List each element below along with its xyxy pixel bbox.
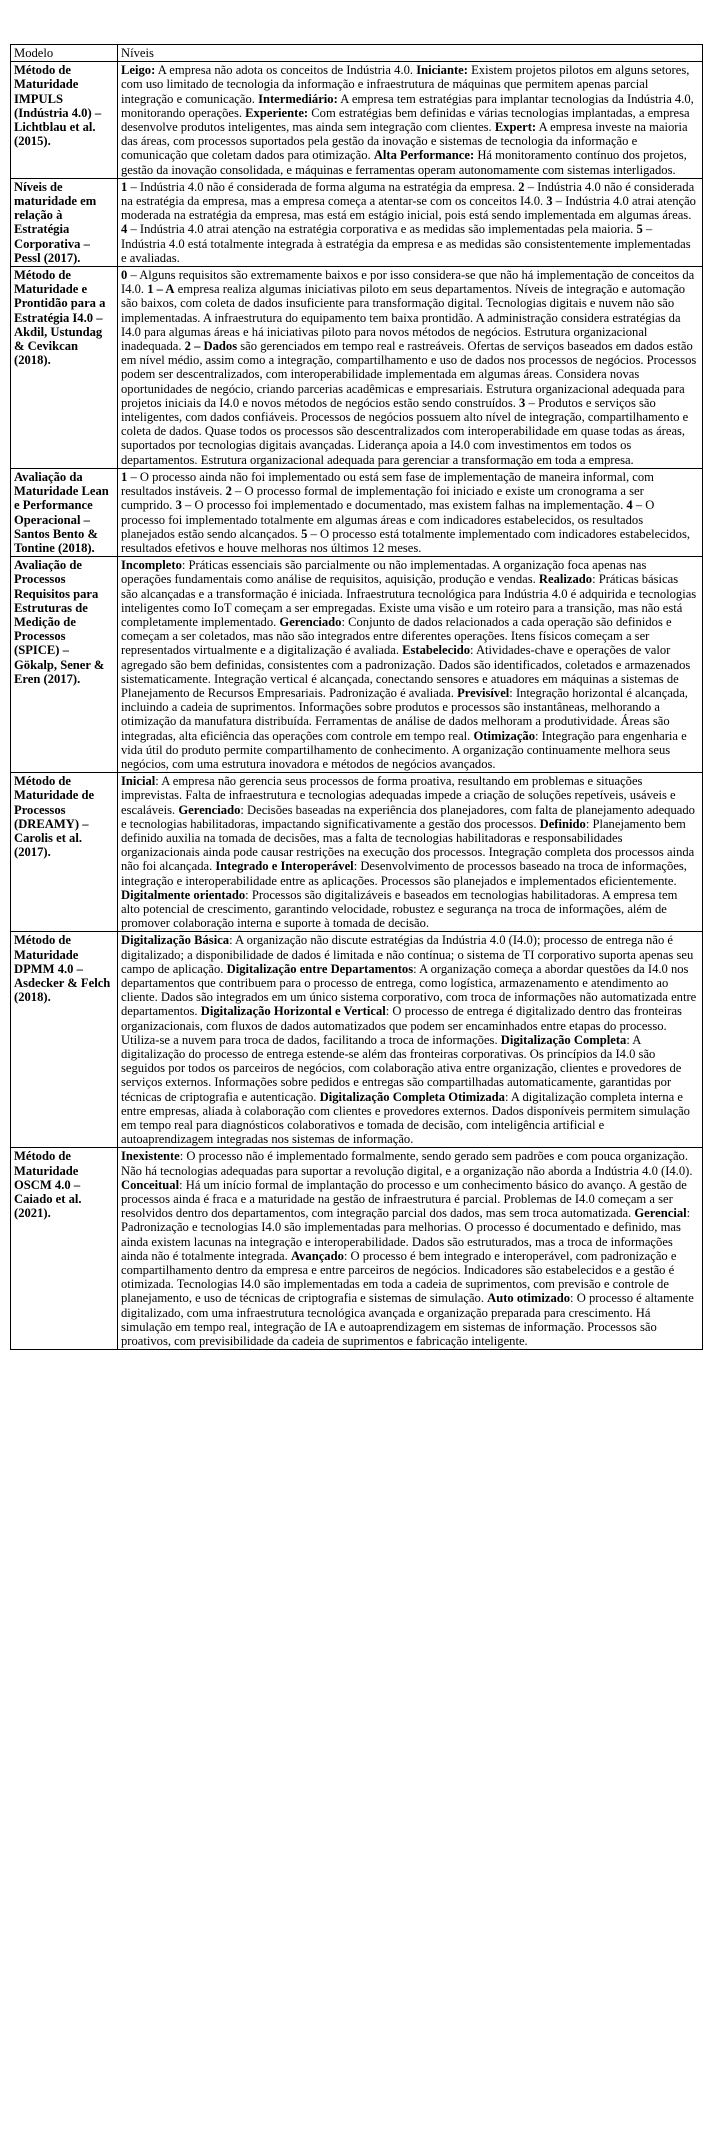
level-term: Inicial xyxy=(121,774,156,789)
model-name-cell: Níveis de maturidade em relação à Estratégia Corporativa – Pessl (2017). xyxy=(11,178,118,266)
table-row xyxy=(11,62,703,179)
level-text: : Processos são digitalizáveis e baseados em tecnologias habilitadoras. A empresa tem alto potencial de crescimento, garantindo velocidade, robustez e segurança na troca de informações, além de promover colaboração interna e suporte à tomada de decisão. xyxy=(121,887,678,931)
level-term: 2 – Dados xyxy=(184,339,238,354)
level-text: – Alguns requisitos são extremamente baixos e por isso considera-se que não há implementação de conceitos da I4.0. xyxy=(121,268,695,297)
level-term: Inexistente xyxy=(121,1149,180,1164)
level-text: – Indústria 4.0 atrai atenção na estratégia corporativa e as medidas são implementadas pela maioria. xyxy=(127,222,637,237)
table-row xyxy=(11,773,703,932)
level-term: Gerenciado xyxy=(178,802,241,817)
level-text: : Decisões baseadas na experiência dos planejadores, com falta de planejamento adequado e tecnologias habilitadoras, impactando significativamente a gestão dos processos. xyxy=(121,802,695,831)
model-name-cell: Método de Maturidade de Processos (DREAMY) – Carolis et al. (2017). xyxy=(11,773,118,932)
level-text: : O processo de entrega é digitalizado dentro das fronteiras organizacionais, com fluxos de dados automatizados que podem ser encaminhados entre etapas do processo. Utiliza-se a nuvem para troca de dados, facilitando a troca de informações. xyxy=(121,1004,682,1047)
level-term: Conceitual xyxy=(121,1177,180,1192)
level-term: 0 xyxy=(121,268,128,283)
model-name-cell: Avaliação da Maturidade Lean e Performance Operacional – Santos Bento & Tontine (2018). xyxy=(11,468,118,556)
level-term: 2 xyxy=(518,179,525,194)
level-term: Gerenciado xyxy=(279,614,342,629)
model-name-cell: Avaliação de Processos Requisitos para Estruturas de Medição de Processos (SPICE) – Gökalp, Sener & Eren (2017). xyxy=(11,557,118,773)
level-text: A empresa tem estratégias para implantar tecnologias da Indústria 4.0, monitorando operações. xyxy=(121,91,694,120)
level-term: 1 – A xyxy=(147,282,175,297)
table-row xyxy=(11,267,703,469)
level-text: – O processo ainda não foi implementado ou está sem fase de implementação de maneira informal, com resultados instáveis. xyxy=(121,469,654,499)
level-term: Digitalmente orientado xyxy=(121,887,246,902)
model-name-cell: Método de Maturidade e Prontidão para a Estratégia I4.0 – Akdil, Ustundag & Cevikcan (2018). xyxy=(11,267,118,469)
level-term: Digitalização Completa Otimizada xyxy=(319,1089,505,1104)
level-term: Integrado e Interoperável xyxy=(215,859,354,874)
level-text: : Padronização e tecnologias I4.0 são implementadas para melhorias. O processo é documentado e definido, mas ainda existem lacunas na integração e interoperabilidade. Dados são estruturados, mas a troca de informações ainda não é totalmente integrada. xyxy=(121,1206,691,1263)
level-term: Leigo: xyxy=(121,63,156,78)
level-term: 1 xyxy=(121,179,128,194)
model-name-cell: Método de Maturidade IMPULS (Indústria 4.0) – Lichtblau et al. (2015). xyxy=(11,62,118,179)
levels-description-cell xyxy=(118,932,703,1148)
table-row xyxy=(11,468,703,556)
level-text: empresa realiza algumas iniciativas piloto em seus departamentos. Níveis de integração e automação são baixos, com coleta de dados insuficiente para transformação digital. Tecnologias digitais e nuvem não são implementadas. A infraestrutura do equipamento tem baixa prontidão. A administração considera estratégias da I4.0 para algumas áreas e há iniciativas piloto para novos métodos de negócios. Estrutura organizacional inadequada. xyxy=(121,282,686,354)
table-row xyxy=(11,178,703,266)
header-model: Modelo xyxy=(11,45,118,62)
level-term: 2 xyxy=(225,484,232,499)
level-text: – Indústria 4.0 atrai atenção moderada na estratégia da empresa, mas está em estágio inicial, pois está sendo implementada em algumas áreas. xyxy=(121,194,696,223)
level-term: 4 xyxy=(121,222,128,237)
level-term: 4 xyxy=(626,498,633,513)
levels-description-cell xyxy=(118,557,703,773)
level-term: 3 xyxy=(546,194,553,209)
level-text: : O processo é bem integrado e interoperável, com padronização e compartilhamento dentro da empresa e entre parceiros de negócios. Indicadores são estabelecidos e a gestão é otimizada. Tecnologias I4.0 são implementadas em toda a cadeia de suprimentos, com previsão e controle de planejamento, e uso de técnicas de criptografia e sistemas de simulação. xyxy=(121,1248,677,1306)
level-term: Digitalização Horizontal e Vertical xyxy=(200,1004,386,1019)
model-name-cell: Método de Maturidade DPMM 4.0 – Asdecker & Felch (2018). xyxy=(11,932,118,1148)
level-text: – Indústria 4.0 está totalmente integrada à estratégia da empresa e as medidas são consistentemente implementadas e avaliadas. xyxy=(121,222,691,265)
levels-description-cell xyxy=(118,773,703,932)
level-text: – O processo está totalmente implementado com indicadores estabelecidos, resultados efetivos e houve melhoras nos últimos 12 meses. xyxy=(121,526,690,555)
level-text: : Conjunto de dados relacionados a cada operação são definidos e começam a ser coletados, mas não são integrados entre diferentes operações. Itens físicos começam a ser representados virtualmente e a digitalização é avaliada. xyxy=(121,614,672,658)
level-term: Digitalização Completa xyxy=(500,1032,627,1047)
level-text: Há monitoramento contínuo dos projetos, gestão da inovação consolidada, e máquinas e ferramentas operam autonomamente com sistemas interligados. xyxy=(121,148,687,177)
table-body xyxy=(11,62,703,1350)
level-text: – O processo foi implementado e documentado, mas existem falhas na implementação. xyxy=(181,498,627,513)
level-term: Estabelecido xyxy=(402,643,470,658)
level-text: : Planejamento bem definido auxilia na tomada de decisões, mas a falta de tecnologias habilitadoras e responsabilidades organizacionais ainda pode causar restrições na execução dos processos. Integração completa dos processos ainda não foi alcançada. xyxy=(121,816,695,874)
maturity-models-table xyxy=(10,44,703,1350)
model-name-cell: Método de Maturidade OSCM 4.0 – Caiado et al. (2021). xyxy=(11,1148,118,1350)
levels-description-cell xyxy=(118,178,703,266)
level-term: Previsível xyxy=(457,685,510,700)
header-levels: Níveis xyxy=(118,45,703,62)
level-text: A empresa investe na maioria das áreas, com processos suportados pela gestão da inovação e sistemas de tecnologia da informação e comunicação que coletam dados para otimização. xyxy=(121,120,688,163)
levels-description-cell xyxy=(118,62,703,179)
level-text: – Produtos e serviços são inteligentes, com dados confiáveis. Processos de negócios possuem alto nível de integração, compartilhamento e coleta de dados. Quase todos os processos são descentralizados com interoperabilidade em quase todas as áreas, suportados por tecnologias digitais avançadas. Liderança apoia a I4.0 com investimentos em todos os departamentos. Estrutura organizacional adequada para gerenciar a transformação em toda a empresa. xyxy=(121,395,689,467)
level-text: : Há um início formal de implantação do processo e um conhecimento básico do avanço. A gestão de processos ainda é fraca e a maturidade na gestão de infraestrutura é parcial. Problemas de I4.0 começam a ser resolvidos dentro dos departamentos, com integração parcial dos dados, mas sem troca automatizada. xyxy=(121,1177,687,1221)
level-term: Otimização xyxy=(473,728,536,743)
level-term: Iniciante: xyxy=(416,63,468,78)
levels-description-cell xyxy=(118,468,703,556)
level-text: : A empresa não gerencia seus processos de forma proativa, resultando em problemas e situações imprevistas. Falta de infraestrutura e tecnologias adequadas impede a criação de soluções repetíveis, usáveis e escaláveis. xyxy=(121,774,676,817)
level-term: Expert: xyxy=(494,120,537,135)
table-row xyxy=(11,932,703,1148)
level-text: : O processo não é implementado formalmente, sendo gerado sem padrões e com pouca organização. Não há tecnologias adequadas para suportar a revolução digital, e a organização não aborda a Indústria 4.0 (I4.0). xyxy=(121,1149,693,1178)
level-text: : A digitalização completa interna e entre empresas, aliada à colaboração com clientes e provedores externos. Dados disponíveis permitem simulação em tempo real para diagnósticos colaborativos e tomada de decisão, com inteligência artificial e autoaprendizagem integradas nos sistemas de informação. xyxy=(121,1089,690,1147)
level-term: Definido xyxy=(539,816,586,831)
level-term: Alta Performance: xyxy=(373,148,475,163)
table-row xyxy=(11,557,703,773)
level-term: 5 xyxy=(636,222,643,237)
level-text: Com estratégias bem definidas e várias tecnologias implantadas, a empresa desenvolve produtos inteligentes, mas ainda sem integração com clientes. xyxy=(121,105,690,135)
level-text: : Atividades-chave e operações de valor agregado são bem definidas, consistentes com a padronização. Dados são identificados, coletados e armazenados sistematicamente. Integração vertical é alcançada, conectando sensores e atuadores em máquinas a sistemas de Planejamento de Recursos Empresariais. Padronização é avaliada. xyxy=(121,643,691,700)
level-text: : Integração para engenharia e vida útil do produto permite compartilhamento de conhecimento. A organização continuamente melhora seus negócios, com uma estrutura inovadora e métodos de negócios avançados. xyxy=(121,728,687,771)
level-text: : Práticas essenciais são parcialmente ou não implementadas. A organização foca apenas nas operações fundamentais como análise de requisitos, aquisição, produção e vendas. xyxy=(121,558,647,587)
level-term: Incompleto xyxy=(121,558,182,573)
level-text: : O processo é altamente digitalizado, com uma infraestrutura tecnológica avançada e organização preparada para crescimento. Há simulação em tempo real, integração de IA e autoaprendizagem em sistemas de informação. Processos são proativos, com previsibilidade da cadeia de suprimentos e fabricação inteligente. xyxy=(121,1291,694,1349)
level-text: : Práticas básicas são alcançadas e a transformação é iniciada. Infraestrutura tecnológica para Indústria 4.0 é adquirida e tecnologias inteligentes como IoT começam a ser empregadas. Existe uma visão e um roteiro para a transição, mas não está completamente implementado. xyxy=(121,572,697,629)
levels-description-cell xyxy=(118,267,703,469)
level-term: 1 xyxy=(121,469,128,484)
level-term: Intermediário: xyxy=(258,91,338,106)
level-text: Existem projetos pilotos em alguns setores, com uso limitado de tecnologia da informação e infraestrutura de máquinas que permitem apenas parcial integração e comunicação. xyxy=(121,63,690,106)
level-text: : A organização não discute estratégias da Indústria 4.0 (I4.0); processo de entrega não é digitalizado; a disponibilidade de dados é limitada e não contínua; o sistema de TI corporativo suporta apenas seu campo de aplicação. xyxy=(121,933,694,976)
level-text: – O processo foi implementado totalmente em algumas áreas e com indicadores estabelecidos, os resultados planejados estão sendo alcançados. xyxy=(121,498,655,541)
level-term: Auto otimizado xyxy=(487,1291,571,1306)
level-text: – Indústria 4.0 não é considerada de forma alguma na estratégia da empresa. xyxy=(127,179,519,194)
level-term: Realizado xyxy=(538,572,593,587)
level-term: 5 xyxy=(301,526,308,541)
level-text: A empresa não adota os conceitos de Indústria 4.0. xyxy=(155,63,417,78)
level-text: : Integração horizontal é alcançada, incluindo a cadeia de suprimentos. Informações sobre produtos e processos são instantâneas, melhorando a otimização da manufatura distribuída. Ferramentas de análise de dados melhoram a produtividade. Áreas são integradas, alta eficiência das operações com controle em tempo real. xyxy=(121,685,688,743)
table-header-row xyxy=(11,45,703,62)
level-text: – Indústria 4.0 não é considerada na estratégia da empresa, mas a empresa começa a atentar-se com os conceitos I4.0. xyxy=(121,179,695,209)
table-row xyxy=(11,1148,703,1350)
level-term: Avançado xyxy=(290,1248,344,1263)
level-text: : A digitalização do processo de entrega estende-se além das fronteiras corporativas. Os princípios da I4.0 são seguidos por todos os parceiros de negócios, com colaboração ativa entre organização, clientes e provedores de serviços externos. Informações sobre pedidos e entregas são compartilhadas automaticamente, garantidas por técnicas de criptografia e autenticação. xyxy=(121,1032,682,1104)
level-term: Digitalização Básica xyxy=(121,933,230,948)
level-text: são gerenciados em tempo real e rastreáveis. Ofertas de serviços baseados em dados estão em nível médio, assim como a integração, compartilhamento e uso de dados nos processos de negócios. Processos podem ser descentralizados, com interoperabilidade implementada em algumas áreas. Considera novas oportunidades de negócio, criando parcerias acadêmicas e empresariais. Estrutura organizacional adequada para projetos iniciais da I4.0 e novos métodos de negócios estão sendo construídos. xyxy=(121,339,697,410)
level-text: : Desenvolvimento de processos baseado na troca de informações, integração e interoperabilidade entre as aplicações. Processos são planejados e implementados eficientemente. xyxy=(121,859,687,888)
level-term: 3 xyxy=(175,498,182,513)
level-term: Gerencial xyxy=(634,1206,687,1221)
level-text: : A organização começa a abordar questões da I4.0 nos departamentos que contribuem para o processo de entrega, como logística, armazenamento e atendimento ao cliente. Dados são integrados em um único sistema corporativo, com troca de informações não automatizada entre departamentos. xyxy=(121,961,697,1019)
levels-description-cell xyxy=(118,1148,703,1350)
level-term: Experiente: xyxy=(245,105,309,120)
level-term: 3 xyxy=(519,395,526,410)
level-term: Digitalização entre Departamentos xyxy=(226,961,414,976)
level-text: – O processo formal de implementação foi iniciado e existe um cronograma a ser cumprido. xyxy=(121,484,644,513)
